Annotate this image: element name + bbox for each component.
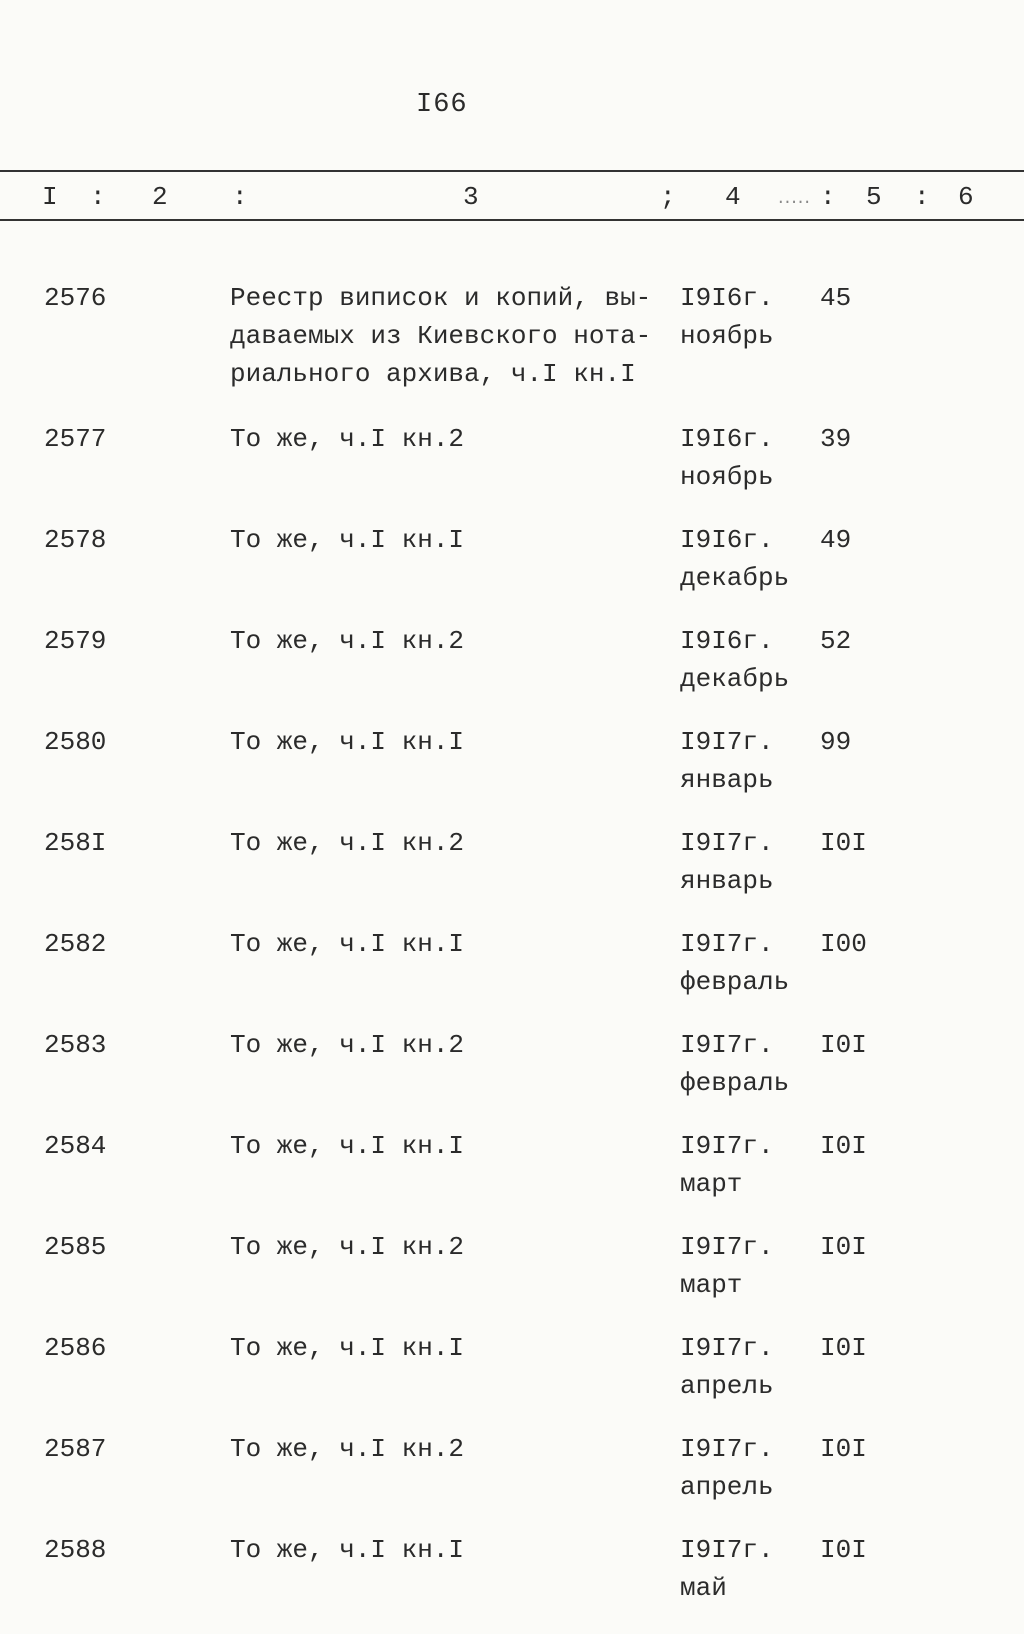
entry-date-month: ноябрь (680, 462, 774, 492)
column-dots: ..... (776, 190, 810, 208)
entry-date (680, 1531, 774, 1607)
entry-date-year: I9I6г. (680, 283, 774, 313)
entry-description (230, 1026, 670, 1064)
entry-description-line: То же, ч.I кн.I (230, 1333, 465, 1363)
entry-sheet-count: 49 (820, 525, 852, 555)
entry-date-year: I9I6г. (680, 525, 774, 555)
entry-number: 2585 (44, 1232, 107, 1262)
entry-date (680, 723, 774, 799)
column-number-4: 4 (725, 182, 741, 212)
entry-date (680, 1228, 774, 1304)
entry-description-line: То же, ч.I кн.2 (230, 1232, 465, 1262)
entry-number: 2588 (44, 1535, 107, 1565)
header-rule-top (0, 170, 1024, 172)
entry-number: 2586 (44, 1333, 107, 1363)
entry-description-line: То же, ч.I кн.I (230, 1535, 465, 1565)
entry-date-year: I9I7г. (680, 929, 774, 959)
entry-date (680, 1127, 774, 1203)
entry-number: 2582 (44, 929, 107, 959)
entry-date (680, 1329, 774, 1405)
entry-sheet-count: 39 (820, 424, 852, 454)
entry-description (230, 279, 670, 393)
entry-description (230, 925, 670, 963)
entry-date (680, 279, 774, 355)
entry-description (230, 1329, 670, 1367)
entry-number: 2577 (44, 424, 107, 454)
entry-date-month: апрель (680, 1371, 774, 1401)
column-number-3: 3 (463, 182, 479, 212)
entry-description-line: То же, ч.I кн.I (230, 525, 465, 555)
entry-description (230, 824, 670, 862)
entry-date-month: февраль (680, 1068, 790, 1098)
column-separator: : (232, 182, 248, 212)
entry-date-year: I9I7г. (680, 727, 774, 757)
entry-description-line: даваемых из Киевского нота- (230, 321, 652, 351)
entry-sheet-count: I0I (820, 1030, 867, 1060)
entry-description-line: То же, ч.I кн.2 (230, 626, 465, 656)
column-number-1: I (42, 182, 58, 212)
entry-sheet-count: I0I (820, 1131, 867, 1161)
entry-description-line: То же, ч.I кн.2 (230, 828, 465, 858)
entry-description (230, 420, 670, 458)
entry-description-line: То же, ч.I кн.2 (230, 1030, 465, 1060)
entry-number: 2578 (44, 525, 107, 555)
entry-description-line: То же, ч.I кн.2 (230, 424, 465, 454)
entry-description-line: То же, ч.I кн.I (230, 1131, 465, 1161)
entry-number: 258I (44, 828, 107, 858)
entry-sheet-count: I0I (820, 1232, 867, 1262)
entry-description (230, 1228, 670, 1266)
page-number: I66 (416, 90, 468, 120)
entry-date-month: февраль (680, 967, 790, 997)
entry-description-line: Реестр виписок и копий, вы- (230, 283, 652, 313)
entry-number: 2587 (44, 1434, 107, 1464)
column-number-6: 6 (958, 182, 974, 212)
entry-number: 2580 (44, 727, 107, 757)
entry-description (230, 1430, 670, 1468)
entry-date-year: I9I6г. (680, 424, 774, 454)
entry-date (680, 521, 789, 597)
entry-date-year: I9I7г. (680, 1030, 774, 1060)
entry-sheet-count: I00 (820, 929, 867, 959)
entry-sheet-count: 45 (820, 283, 852, 313)
entry-number: 2584 (44, 1131, 107, 1161)
entry-date (680, 1430, 774, 1506)
entry-description (230, 521, 670, 559)
column-separator: : (90, 182, 106, 212)
column-number-5: 5 (866, 182, 882, 212)
entry-number: 2579 (44, 626, 107, 656)
column-separator: ; (660, 182, 676, 212)
entry-date (680, 420, 774, 496)
entry-date-month: декабрь (680, 563, 790, 593)
entry-number: 2576 (44, 283, 107, 313)
column-number-header (0, 182, 1024, 212)
entry-date (680, 1026, 789, 1102)
entry-date-year: I9I7г. (680, 1131, 774, 1161)
entry-date (680, 622, 789, 698)
entry-date-month: январь (680, 866, 774, 896)
entry-date-month: март (680, 1270, 743, 1300)
entry-description-line: То же, ч.I кн.I (230, 929, 465, 959)
entry-sheet-count: I0I (820, 1333, 867, 1363)
entry-description-line: То же, ч.I кн.I (230, 727, 465, 757)
entry-number: 2583 (44, 1030, 107, 1060)
entry-date-month: апрель (680, 1472, 774, 1502)
column-number-2: 2 (152, 182, 168, 212)
entry-date-year: I9I6г. (680, 626, 774, 656)
column-separator: : (914, 182, 930, 212)
entry-description (230, 1531, 670, 1569)
entry-description (230, 622, 670, 660)
entry-sheet-count: I0I (820, 1535, 867, 1565)
entry-date-month: май (680, 1573, 727, 1603)
entry-date-year: I9I7г. (680, 1535, 774, 1565)
entry-date (680, 925, 789, 1001)
entry-sheet-count: I0I (820, 1434, 867, 1464)
entry-sheet-count: 99 (820, 727, 852, 757)
entry-date-year: I9I7г. (680, 1232, 774, 1262)
entry-date-month: март (680, 1169, 743, 1199)
entry-description-line: риального архива, ч.I кн.I (230, 359, 636, 389)
entry-date-month: январь (680, 765, 774, 795)
entry-date-year: I9I7г. (680, 828, 774, 858)
entry-sheet-count: I0I (820, 828, 867, 858)
entry-date-year: I9I7г. (680, 1333, 774, 1363)
entry-description (230, 723, 670, 761)
column-separator: : (820, 182, 836, 212)
entry-date (680, 824, 774, 900)
entry-description (230, 1127, 670, 1165)
entry-date-month: декабрь (680, 664, 790, 694)
entry-date-year: I9I7г. (680, 1434, 774, 1464)
entry-sheet-count: 52 (820, 626, 852, 656)
entry-description-line: То же, ч.I кн.2 (230, 1434, 465, 1464)
header-rule-bottom (0, 219, 1024, 221)
entry-date-month: ноябрь (680, 321, 774, 351)
